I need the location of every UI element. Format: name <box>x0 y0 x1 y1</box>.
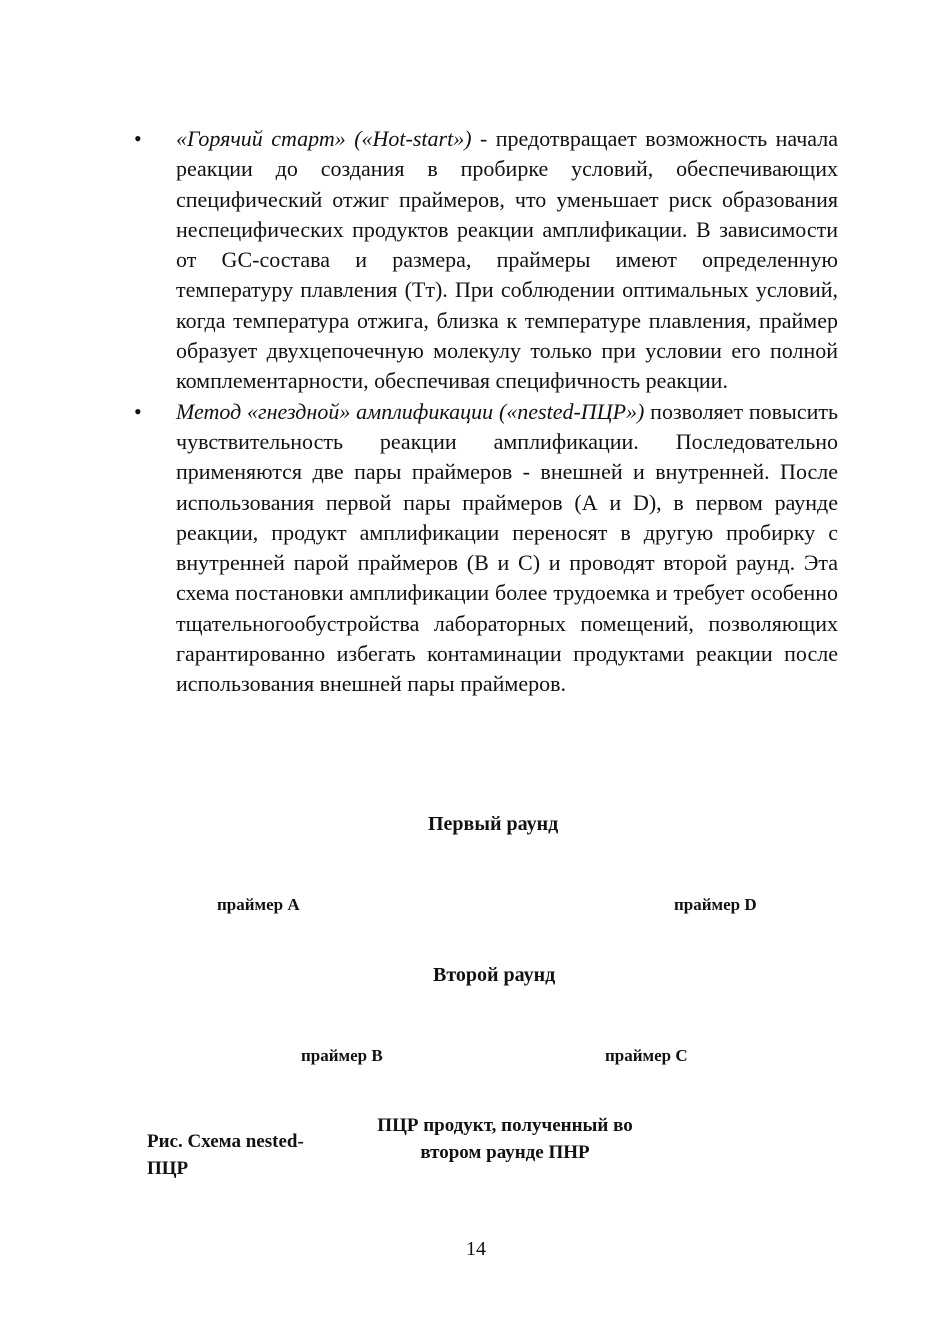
paragraph-nested-pcr: позволяет повысить чувствительность реакции амплификации. Последовательно применяются две пары праймеров - внешней и внутренней. После использования первой пары праймеров (А и D), в первом раунде реакции, продукт амплификации переносят в другую пробирку с внутренней парой праймеров (В и С) и проводят второй раунд. Эта схема постановки амплификации более трудоемка и требует особенно тщательногообустройства лабораторных помещений, позволяющих гарантированно избегать контаминации продуктами реакции после использования внешней пары праймеров. <box>176 398 838 697</box>
paragraph-hot-start: - предотвращает возможность начала реакции до создания в пробирке условий, обеспечивающих специфический отжиг праймеров, что уменьшает риск образования неспецифических продуктов реакции амплификации. В зависимости от GC-состава и размера, праймеры имеют определенную температуру плавления (Tт). При соблюдении оптимальных условий, когда температура отжига, близка к температуре плавления, праймер образует двухцепочечную молекулу только при условии его полной комплементарности, обеспечивая специфичность реакции. <box>176 126 838 394</box>
primer-d-label: праймер D <box>674 895 757 914</box>
primer-c-label: праймер С <box>605 1046 688 1065</box>
round1-title: Первый раунд <box>428 813 559 835</box>
term-nested-pcr: Метод «гнездной» амплификации («nested-ПЦР») <box>176 398 645 424</box>
bullet-nested-pcr <box>134 397 838 700</box>
bullet-list <box>134 124 838 700</box>
bullet-hot-start <box>134 124 838 397</box>
page-number: 14 <box>466 1238 486 1260</box>
primer-b-label: праймер В <box>301 1046 383 1065</box>
bullet-mark: • <box>134 398 142 424</box>
primer-a-label: праймер А <box>217 895 300 914</box>
term-hot-start: «Горячий старт» («Hot-start») <box>176 126 472 151</box>
figure-caption: Рис. Схема nested-ПЦР <box>147 1131 304 1179</box>
bullet-mark: • <box>134 126 142 151</box>
product-label: ПЦР продукт, полученный во втором раунде ПНР <box>377 1115 633 1163</box>
round2-title: Второй раунд <box>433 964 556 986</box>
